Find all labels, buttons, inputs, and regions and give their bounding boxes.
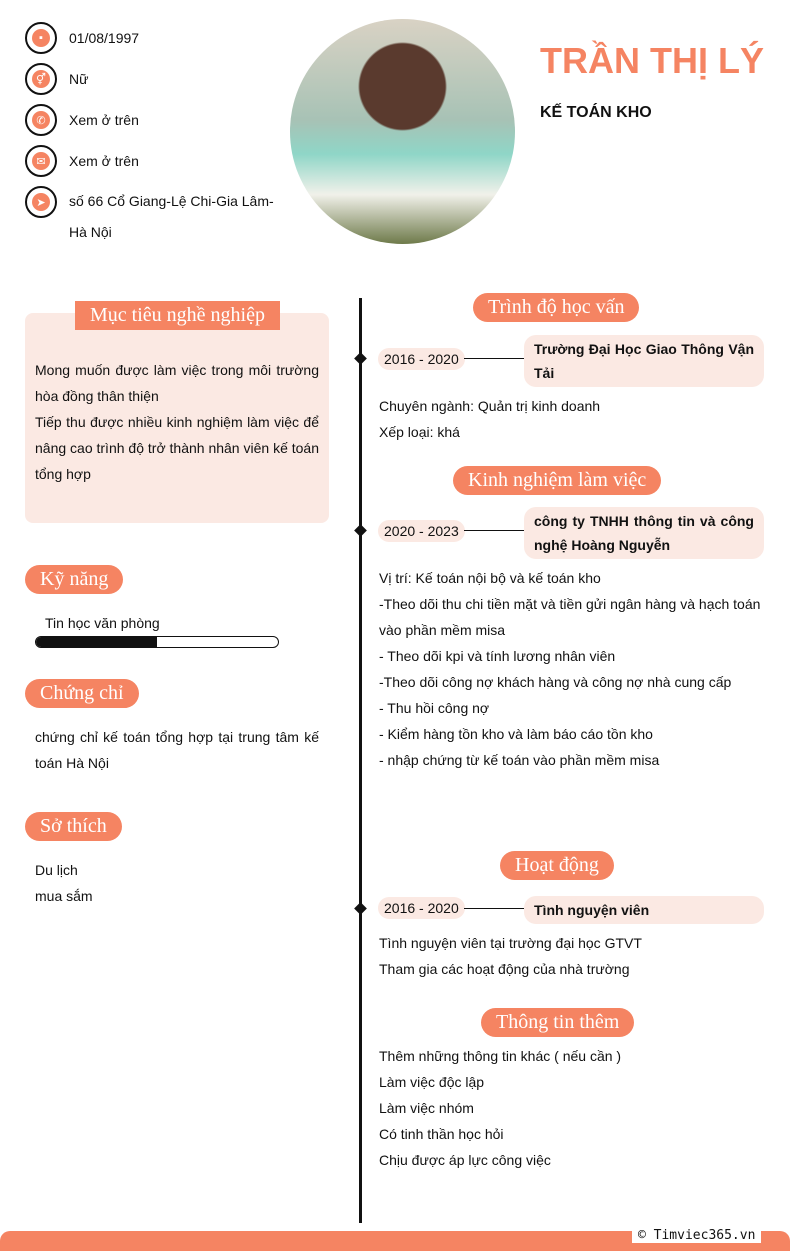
avatar	[290, 19, 515, 244]
detail-line: Xếp loại: khá	[379, 424, 460, 440]
detail-line: -Theo dõi thu chi tiền mặt và tiền gửi ngân hàng và hạch toán vào phần mềm misa	[379, 596, 761, 638]
experience-heading: Kinh nghiệm làm việc	[453, 466, 661, 495]
connector	[464, 908, 524, 909]
hobby-item: mua sắm	[35, 888, 93, 904]
phone: Xem ở trên	[69, 112, 139, 128]
gender-icon: ⚥	[25, 63, 57, 95]
objective-line: Mong muốn được làm việc trong môi trường hòa đồng thân thiện	[35, 362, 319, 404]
detail-line: -Theo dõi công nợ khách hàng và công nợ nhà cung cấp	[379, 674, 732, 690]
detail-line: Chuyên ngành: Quản trị kinh doanh	[379, 398, 601, 414]
footer-credit: © Timviec365.vn	[632, 1228, 761, 1243]
detail-line: - Theo dõi kpi và tính lương nhân viên	[379, 648, 616, 664]
gender: Nữ	[69, 71, 89, 87]
detail-line: Tham gia các hoạt động của nhà trường	[379, 961, 630, 977]
skill-bar	[35, 636, 279, 648]
full-name: TRẦN THỊ LÝ	[540, 40, 764, 81]
hobby-item: Du lịch	[35, 862, 78, 878]
detail-line: - Kiểm hàng tồn kho và làm báo cáo tồn kho	[379, 726, 653, 742]
certs-heading: Chứng chỉ	[25, 679, 139, 708]
activities-date: 2016 - 2020	[378, 897, 465, 919]
detail-line: Làm việc nhóm	[379, 1100, 474, 1116]
hobbies-heading: Sở thích	[25, 812, 122, 841]
activities-org: Tình nguyện viên	[524, 896, 764, 924]
skill-bar-fill	[36, 637, 157, 647]
detail-line: Thêm những thông tin khác ( nếu cần )	[379, 1048, 622, 1064]
calendar-icon: ▪	[25, 22, 57, 54]
timeline-marker	[354, 902, 367, 915]
education-heading: Trình độ học vấn	[473, 293, 639, 322]
job-title: KẾ TOÁN KHO	[540, 104, 652, 121]
objective-line: Tiếp thu được nhiều kinh nghiệm làm việc để nâng cao trình độ trở thành nhân viên kế toán tổng hợp	[35, 414, 319, 482]
extra-details	[379, 1043, 621, 1173]
connector	[464, 530, 524, 531]
detail-line: Chịu được áp lực công việc	[379, 1152, 551, 1168]
hobbies-list	[35, 857, 93, 909]
detail-line: Tình nguyện viên tại trường đại học GTVT	[379, 935, 642, 951]
education-date: 2016 - 2020	[378, 348, 465, 370]
detail-line: - Thu hồi công nợ	[379, 700, 490, 716]
detail-line: Làm việc độc lập	[379, 1074, 485, 1090]
skill-name: Tin học văn phòng	[45, 615, 160, 631]
timeline-marker	[354, 524, 367, 537]
birthdate: 01/08/1997	[69, 30, 140, 46]
education-details	[379, 393, 600, 445]
phone-icon: ✆	[25, 104, 57, 136]
skills-heading: Kỹ năng	[25, 565, 123, 594]
email: Xem ở trên	[69, 153, 139, 169]
activities-heading: Hoạt động	[500, 851, 614, 880]
detail-line: - nhập chứng từ kế toán vào phần mềm misa	[379, 752, 660, 768]
address: số 66 Cổ Giang-Lệ Chi-Gia Lâm-Hà Nội	[69, 193, 274, 240]
detail-line: Có tinh thần học hỏi	[379, 1126, 504, 1142]
timeline-line	[359, 298, 362, 1223]
email-icon: ✉	[25, 145, 57, 177]
certs-text: chứng chỉ kế toán tổng hợp tại trung tâm kế toán Hà Nội	[35, 729, 319, 771]
experience-org: công ty TNHH thông tin và công nghệ Hoàng Nguyễn	[524, 507, 764, 559]
activities-details	[379, 930, 642, 982]
education-org: Trường Đại Học Giao Thông Vận Tải	[524, 335, 764, 387]
experience-details	[379, 565, 769, 773]
objective-heading: Mục tiêu nghề nghiệp	[75, 301, 280, 330]
objective-text	[35, 357, 319, 487]
connector	[464, 358, 524, 359]
detail-line: Vị trí: Kế toán nội bộ và kế toán kho	[379, 570, 601, 586]
location-icon: ➤	[25, 186, 57, 218]
experience-date: 2020 - 2023	[378, 520, 465, 542]
timeline-marker	[354, 352, 367, 365]
extra-heading: Thông tin thêm	[481, 1008, 634, 1037]
